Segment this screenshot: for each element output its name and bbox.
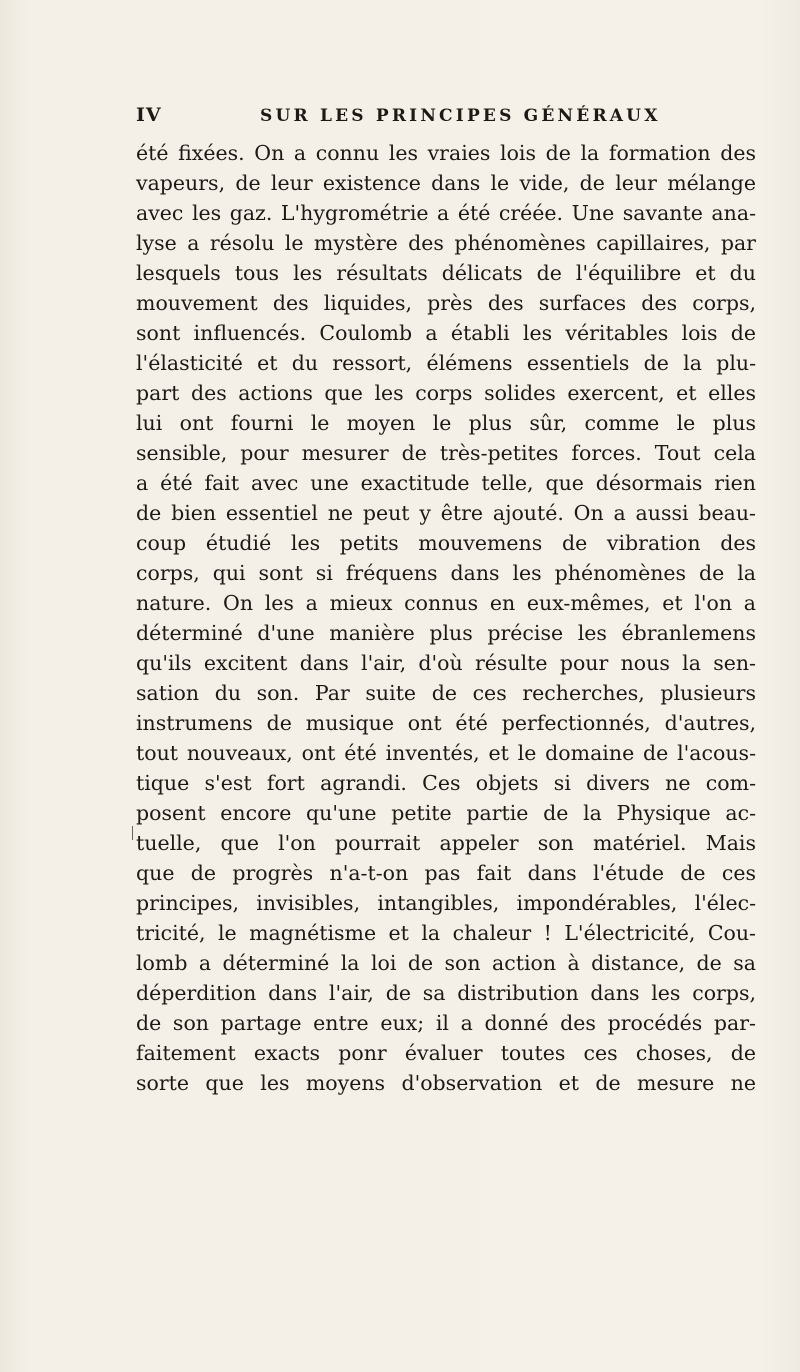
running-head: SUR LES PRINCIPES GÉNÉRAUX — [260, 106, 661, 126]
text-line: de son partage entre eux; il a donné des procédés par- — [136, 1011, 756, 1035]
text-line: lui ont fourni le moyen le plus sûr, comme le plus — [136, 411, 756, 435]
text-line: tuelle, que l'on pourrait appeler son matériel. Mais — [136, 831, 756, 855]
text-line: part des actions que les corps solides exercent, et elles — [136, 381, 756, 405]
text-line: a été fait avec une exactitude telle, que désormais rien — [136, 471, 756, 495]
page-header — [136, 104, 756, 134]
text-line: été fixées. On a connu les vraies lois de la formation des — [136, 141, 756, 165]
text-line: lesquels tous les résultats délicats de l'équilibre et du — [136, 261, 756, 285]
text-line: posent encore qu'une petite partie de la Physique ac- — [136, 801, 756, 825]
text-line: nature. On les a mieux connus en eux-mêmes, et l'on a — [136, 591, 756, 615]
text-line: sensible, pour mesurer de très-petites forces. Tout cela — [136, 441, 756, 465]
text-line: qu'ils excitent dans l'air, d'où résulte pour nous la sen- — [136, 651, 756, 675]
text-line: tricité, le magnétisme et la chaleur ! L'électricité, Cou- — [136, 921, 756, 945]
text-line: principes, invisibles, intangibles, impondérables, l'élec- — [136, 891, 756, 915]
text-line: faitement exacts ponr évaluer toutes ces choses, de — [136, 1041, 756, 1065]
text-line: tout nouveaux, ont été inventés, et le domaine de l'acous- — [136, 741, 756, 765]
text-line: sorte que les moyens d'observation et de mesure ne — [136, 1071, 756, 1095]
text-line: tique s'est fort agrandi. Ces objets si divers ne com- — [136, 771, 756, 795]
text-line: déterminé d'une manière plus précise les ébranlemens — [136, 621, 756, 645]
text-line: l'élasticité et du ressort, élémens essentiels de la plu- — [136, 351, 756, 375]
text-line: instrumens de musique ont été perfectionnés, d'autres, — [136, 711, 756, 735]
margin-mark — [132, 826, 133, 840]
text-line: de bien essentiel ne peut y être ajouté. On a aussi beau- — [136, 501, 756, 525]
text-line: vapeurs, de leur existence dans le vide, de leur mélange — [136, 171, 756, 195]
body-text — [136, 138, 756, 1098]
text-line: mouvement des liquides, près des surfaces des corps, — [136, 291, 756, 315]
text-line: sation du son. Par suite de ces recherches, plusieurs — [136, 681, 756, 705]
text-line: corps, qui sont si fréquens dans les phénomènes de la — [136, 561, 756, 585]
text-line: lomb a déterminé la loi de son action à distance, de sa — [136, 951, 756, 975]
text-line: coup étudié les petits mouvemens de vibration des — [136, 531, 756, 555]
text-line: lyse a résolu le mystère des phénomènes capillaires, par — [136, 231, 756, 255]
page-number: IV — [136, 104, 162, 126]
text-line: avec les gaz. L'hygrométrie a été créée. Une savante ana- — [136, 201, 756, 225]
text-line: sont influencés. Coulomb a établi les véritables lois de — [136, 321, 756, 345]
text-line: que de progrès n'a-t-on pas fait dans l'étude de ces — [136, 861, 756, 885]
text-line: déperdition dans l'air, de sa distribution dans les corps, — [136, 981, 756, 1005]
